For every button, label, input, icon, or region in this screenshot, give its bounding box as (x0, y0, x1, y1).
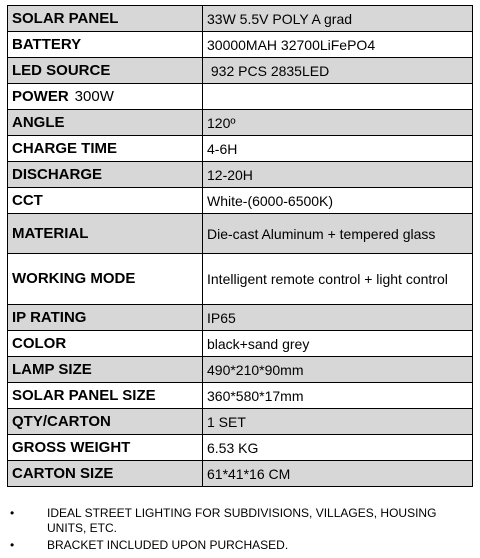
note-item (7, 506, 467, 536)
spec-label: LED SOURCE (8, 58, 203, 84)
spec-label: WORKING MODE (8, 254, 203, 305)
notes-list (7, 506, 467, 555)
note-text: BRACKET INCLUDED UPON PURCHASED. (47, 538, 289, 552)
spec-row-charge-time (8, 136, 473, 162)
spec-value: 6.53 KG (203, 435, 473, 461)
spec-table (7, 5, 473, 487)
spec-label: SOLAR PANEL (8, 6, 203, 32)
spec-value: 12-20H (203, 162, 473, 188)
spec-row-discharge (8, 162, 473, 188)
spec-row-solar-panel-size (8, 383, 473, 409)
spec-value: 360*580*17mm (203, 383, 473, 409)
spec-row-carton-size (8, 461, 473, 487)
spec-value: 932 PCS 2835LED (203, 58, 473, 84)
spec-label: MATERIAL (8, 214, 203, 254)
spec-row-gross-weight (8, 435, 473, 461)
spec-value: 1 SET (203, 409, 473, 435)
note-item (7, 538, 467, 553)
spec-label: QTY/CARTON (8, 409, 203, 435)
spec-label: LAMP SIZE (8, 357, 203, 383)
spec-row-led-source (8, 58, 473, 84)
spec-row-color (8, 331, 473, 357)
spec-label-suffix: 300W (74, 87, 114, 105)
spec-value: black+sand grey (203, 331, 473, 357)
spec-label: CHARGE TIME (8, 136, 203, 162)
spec-label: COLOR (8, 331, 203, 357)
spec-row-material (8, 214, 473, 254)
spec-label: IP RATING (8, 305, 203, 331)
spec-row-cct (8, 188, 473, 214)
bullet-icon: • (10, 506, 15, 520)
bullet-icon: • (10, 538, 15, 552)
spec-label: CARTON SIZE (8, 461, 203, 487)
spec-value: 490*210*90mm (203, 357, 473, 383)
spec-label-cell (8, 84, 203, 110)
spec-label: POWER (12, 87, 69, 105)
spec-value: 30000MAH 32700LiFePO4 (203, 32, 473, 58)
spec-value: IP65 (203, 305, 473, 331)
spec-row-ip-rating (8, 305, 473, 331)
spec-row-power (8, 84, 473, 110)
spec-row-qty-carton (8, 409, 473, 435)
spec-label: BATTERY (8, 32, 203, 58)
spec-label: CCT (8, 188, 203, 214)
spec-row-battery (8, 32, 473, 58)
spec-value: 61*41*16 CM (203, 461, 473, 487)
spec-value: White-(6000-6500K) (203, 188, 473, 214)
spec-value: Die-cast Aluminum + tempered glass (203, 214, 473, 254)
spec-value: 120º (203, 110, 473, 136)
spec-value: 4-6H (203, 136, 473, 162)
spec-row-angle (8, 110, 473, 136)
spec-label: DISCHARGE (8, 162, 203, 188)
spec-row-lamp-size (8, 357, 473, 383)
spec-row-working-mode (8, 254, 473, 305)
spec-label: GROSS WEIGHT (8, 435, 203, 461)
spec-label: SOLAR PANEL SIZE (8, 383, 203, 409)
spec-value: 33W 5.5V POLY A grad (203, 6, 473, 32)
spec-label: ANGLE (8, 110, 203, 136)
spec-value (203, 84, 473, 110)
spec-row-solar-panel (8, 6, 473, 32)
note-text: IDEAL STREET LIGHTING FOR SUBDIVISIONS, VILLAGES, HOUSING UNITS, ETC. (47, 506, 437, 535)
spec-value: Intelligent remote control + light control (203, 254, 473, 305)
